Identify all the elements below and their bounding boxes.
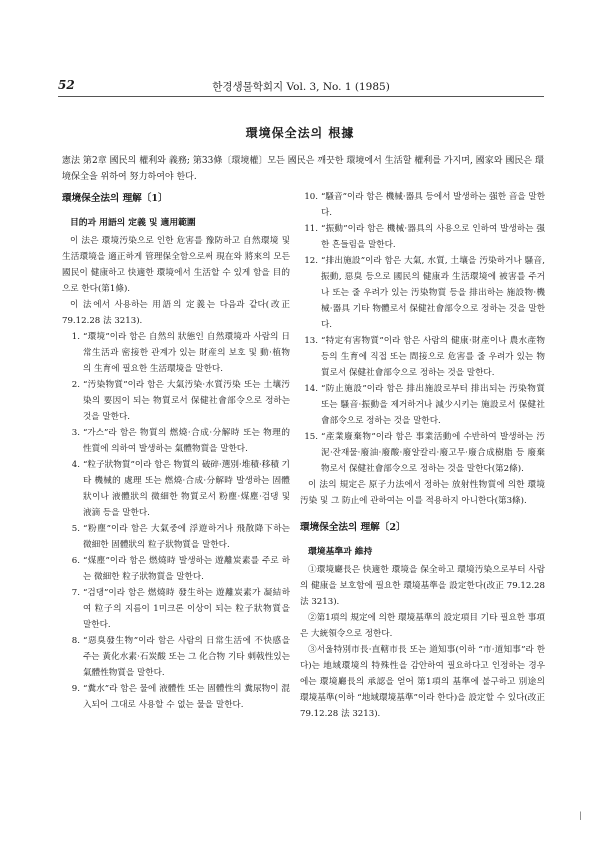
item-number: 13. [304,336,318,346]
left-column [62,189,290,713]
item-text: “惡臭發生物”이라 함은 사람의 日常生活에 不快感을 주는 黃化水素·石炭酸 또는 그 化合物 기타 刺戟性있는 氣體性物質을 말한다. [83,636,290,678]
page-number: 52 [58,78,75,92]
item-number: 15. [304,432,318,442]
item-text: “汚染物質”이라 함은 大氣汚染·水質汚染 또는 土壤汚染의 要因이 되는 物質로서 保健社會部令으로 정하는 것을 말한다. [83,380,290,422]
body-paragraph: 이 法에서 사용하는 用語의 定義는 다음과 같다(改正 79.12.28 法 3213). [62,300,290,326]
definition-item [62,377,290,425]
definition-item [62,553,290,585]
body-paragraph: ③서울特別市長·直轄市長 또는 道知事(이하 “市·道知事”라 한다)는 地域環境의 特殊性을 감안하여 필요하다고 인정하는 경우에는 環境廳長의 承認을 얻어 第1項의 基準에 불구하고 別途의 環境基準(이하 “地域環境基準”이라 한다)을 設定할 수 있다(改正 79.12.28 法 3213). [300,645,545,719]
definition-item [300,221,545,253]
item-text: “排出施設”이라 함은 大氣, 水質, 土壤을 汚染하거나 騷音, 振動, 惡臭 등으로 國民의 健康과 生活環境에 被害를 주거나 또는 줄 우려가 있는 汚染物質 등을 排出하는 施設物·機械·器具 기타 物體로서 保健社會部令으로 정하는 것을 말한다. [321,256,545,330]
item-text: “特定有害物質”이라 함은 사람의 健康·財產이나 農水產物 등의 生育에 직접 또는 間接으로 危害를 줄 우려가 있는 物質로서 保健社會部令으로 정하는 것을 말한다. [321,336,545,378]
item-number: 3. [71,428,80,438]
item-number: 5. [71,524,80,534]
definition-item [300,333,545,381]
item-text: “振動”이라 함은 機械·器具의 사용으로 인하여 발생하는 强한 흔들림을 말한다. [321,224,545,250]
item-number: 10. [304,192,318,202]
article-title: 環境保全法의 根據 [245,126,355,140]
item-text: “粒子狀物質”이라 함은 物質의 破碎·選別·堆積·移積 기타 機械的 處理 또는 燃燒·合成·分解時 발생하는 固體狀이나 液體狀의 微細한 物質로서 粉塵·煤塵·검댕 및 液滴 등을 말한다. [83,460,290,518]
definition-item [300,429,545,477]
body-paragraph: 이 法의 規定은 原子力法에서 정하는 放射性物質에 의한 環境汚染 및 그 防止에 관하여는 이를 적용하지 아니한다(第3條). [300,480,545,506]
body-paragraph: 이 法은 環境汚染으로 인한 危害를 豫防하고 自然環境 및 生活環境을 適正하게 管理保全함으로써 現在와 將來의 모든 國民이 健康하고 快適한 環境에서 生活할 수 있게 함을 目的으로 한다(第1條). [62,236,290,294]
spacer [300,509,545,518]
running-header [58,78,544,97]
subsection-title: 環境基準과 維持 [308,547,373,557]
item-text: “產業廢棄物”이라 함은 事業活動에 수반하여 발생하는 汚泥·잔재물·廢油·廢酸·廢알칼리·廢고무·廢合成樹脂 등 廢棄物로서 保健社會部令으로 정하는 것을 말한다(第2條). [321,432,545,474]
journal-citation: 한경생물학회지 Vol. 3, No. 1 (1985) [212,81,390,93]
item-number: 9. [71,684,80,694]
right-column [300,189,545,722]
definition-item [62,457,290,521]
definition-item [62,585,290,633]
item-number: 2. [71,380,80,390]
definition-item [62,425,290,457]
item-text: “騷音”이라 함은 機械·器具 등에서 발생하는 强한 音을 말한다. [321,192,545,218]
item-number: 6. [71,556,80,566]
definition-item [300,253,545,333]
item-text: “가스”라 함은 物質의 燃燒·合成·分解時 또는 物理的 性質에 의하여 발생하는 氣體物質을 말한다. [83,428,290,454]
section-title: 環境保全法의 理解〔1〕 [62,193,168,204]
item-number: 1. [71,332,80,342]
item-text: “검댕”이라 함은 燃燒時 發生하는 遊離炭素가 凝結하여 粒子의 지름이 1미크론 이상이 되는 粒子狀物質을 말한다. [83,588,290,630]
definition-item [300,189,545,221]
definition-item [62,633,290,681]
item-text: “糞水”라 함은 물에 液體性 또는 固體性의 糞尿物이 混入되어 그대로 사용할 수 없는 물을 말한다. [83,684,290,710]
item-number: 8. [71,636,80,646]
item-number: 4. [71,460,80,470]
section-title: 環境保全法의 理解〔2〕 [300,522,406,533]
item-text: “粉塵”이라 함은 大氣중에 浮遊하거나 飛散降下하는 微細한 固體狀의 粒子狀物質을 말한다. [83,524,290,550]
body-paragraph: ①環境廳長은 快適한 環境을 保全하고 環境汚染으로부터 사람의 健康을 보호함에 필요한 環境基準을 設定한다(改正 79.12.28 法 3213). [300,565,545,607]
item-text: “煤塵”이라 함은 燃燒時 발생하는 遊離炭素를 주로 하는 微細한 粒子狀物質을 말한다. [83,556,290,582]
margin-mark: | [579,811,582,820]
definition-item [62,329,290,377]
item-number: 14. [304,384,318,394]
definition-item [62,681,290,713]
item-text: “環境”이라 함은 自然의 狀態인 自然環境과 사람의 日常生活과 密接한 관계가 있는 財産의 보호 및 動·植物의 生育에 필요한 生活環境을 말한다. [83,332,290,374]
item-number: 7. [71,588,80,598]
definition-item [300,381,545,429]
subsection-title: 目的과 用語의 定義 및 適用範圍 [70,218,196,228]
item-number: 11. [304,224,318,234]
body-paragraph: ②第1項의 規定에 의한 環境基準의 設定項目 기타 필요한 事項은 大統領令으로 정한다. [300,613,545,639]
item-number: 12. [304,256,318,266]
intro-paragraph: 憲法 第2章 國民의 權利와 義務; 第33條〔環境權〕모든 國民은 깨끗한 環境에서 生活할 權利를 가지며, 國家와 國民은 環境保全을 위하여 努力하여야 한다. [62,156,544,182]
definition-item [62,521,290,553]
item-text: “防止施設”이라 함은 排出施設로부터 排出되는 汚染物質 또는 騷音·振動을 제거하거나 減少시키는 施設로서 保健社會部令으로 정하는 것을 말한다. [321,384,545,426]
